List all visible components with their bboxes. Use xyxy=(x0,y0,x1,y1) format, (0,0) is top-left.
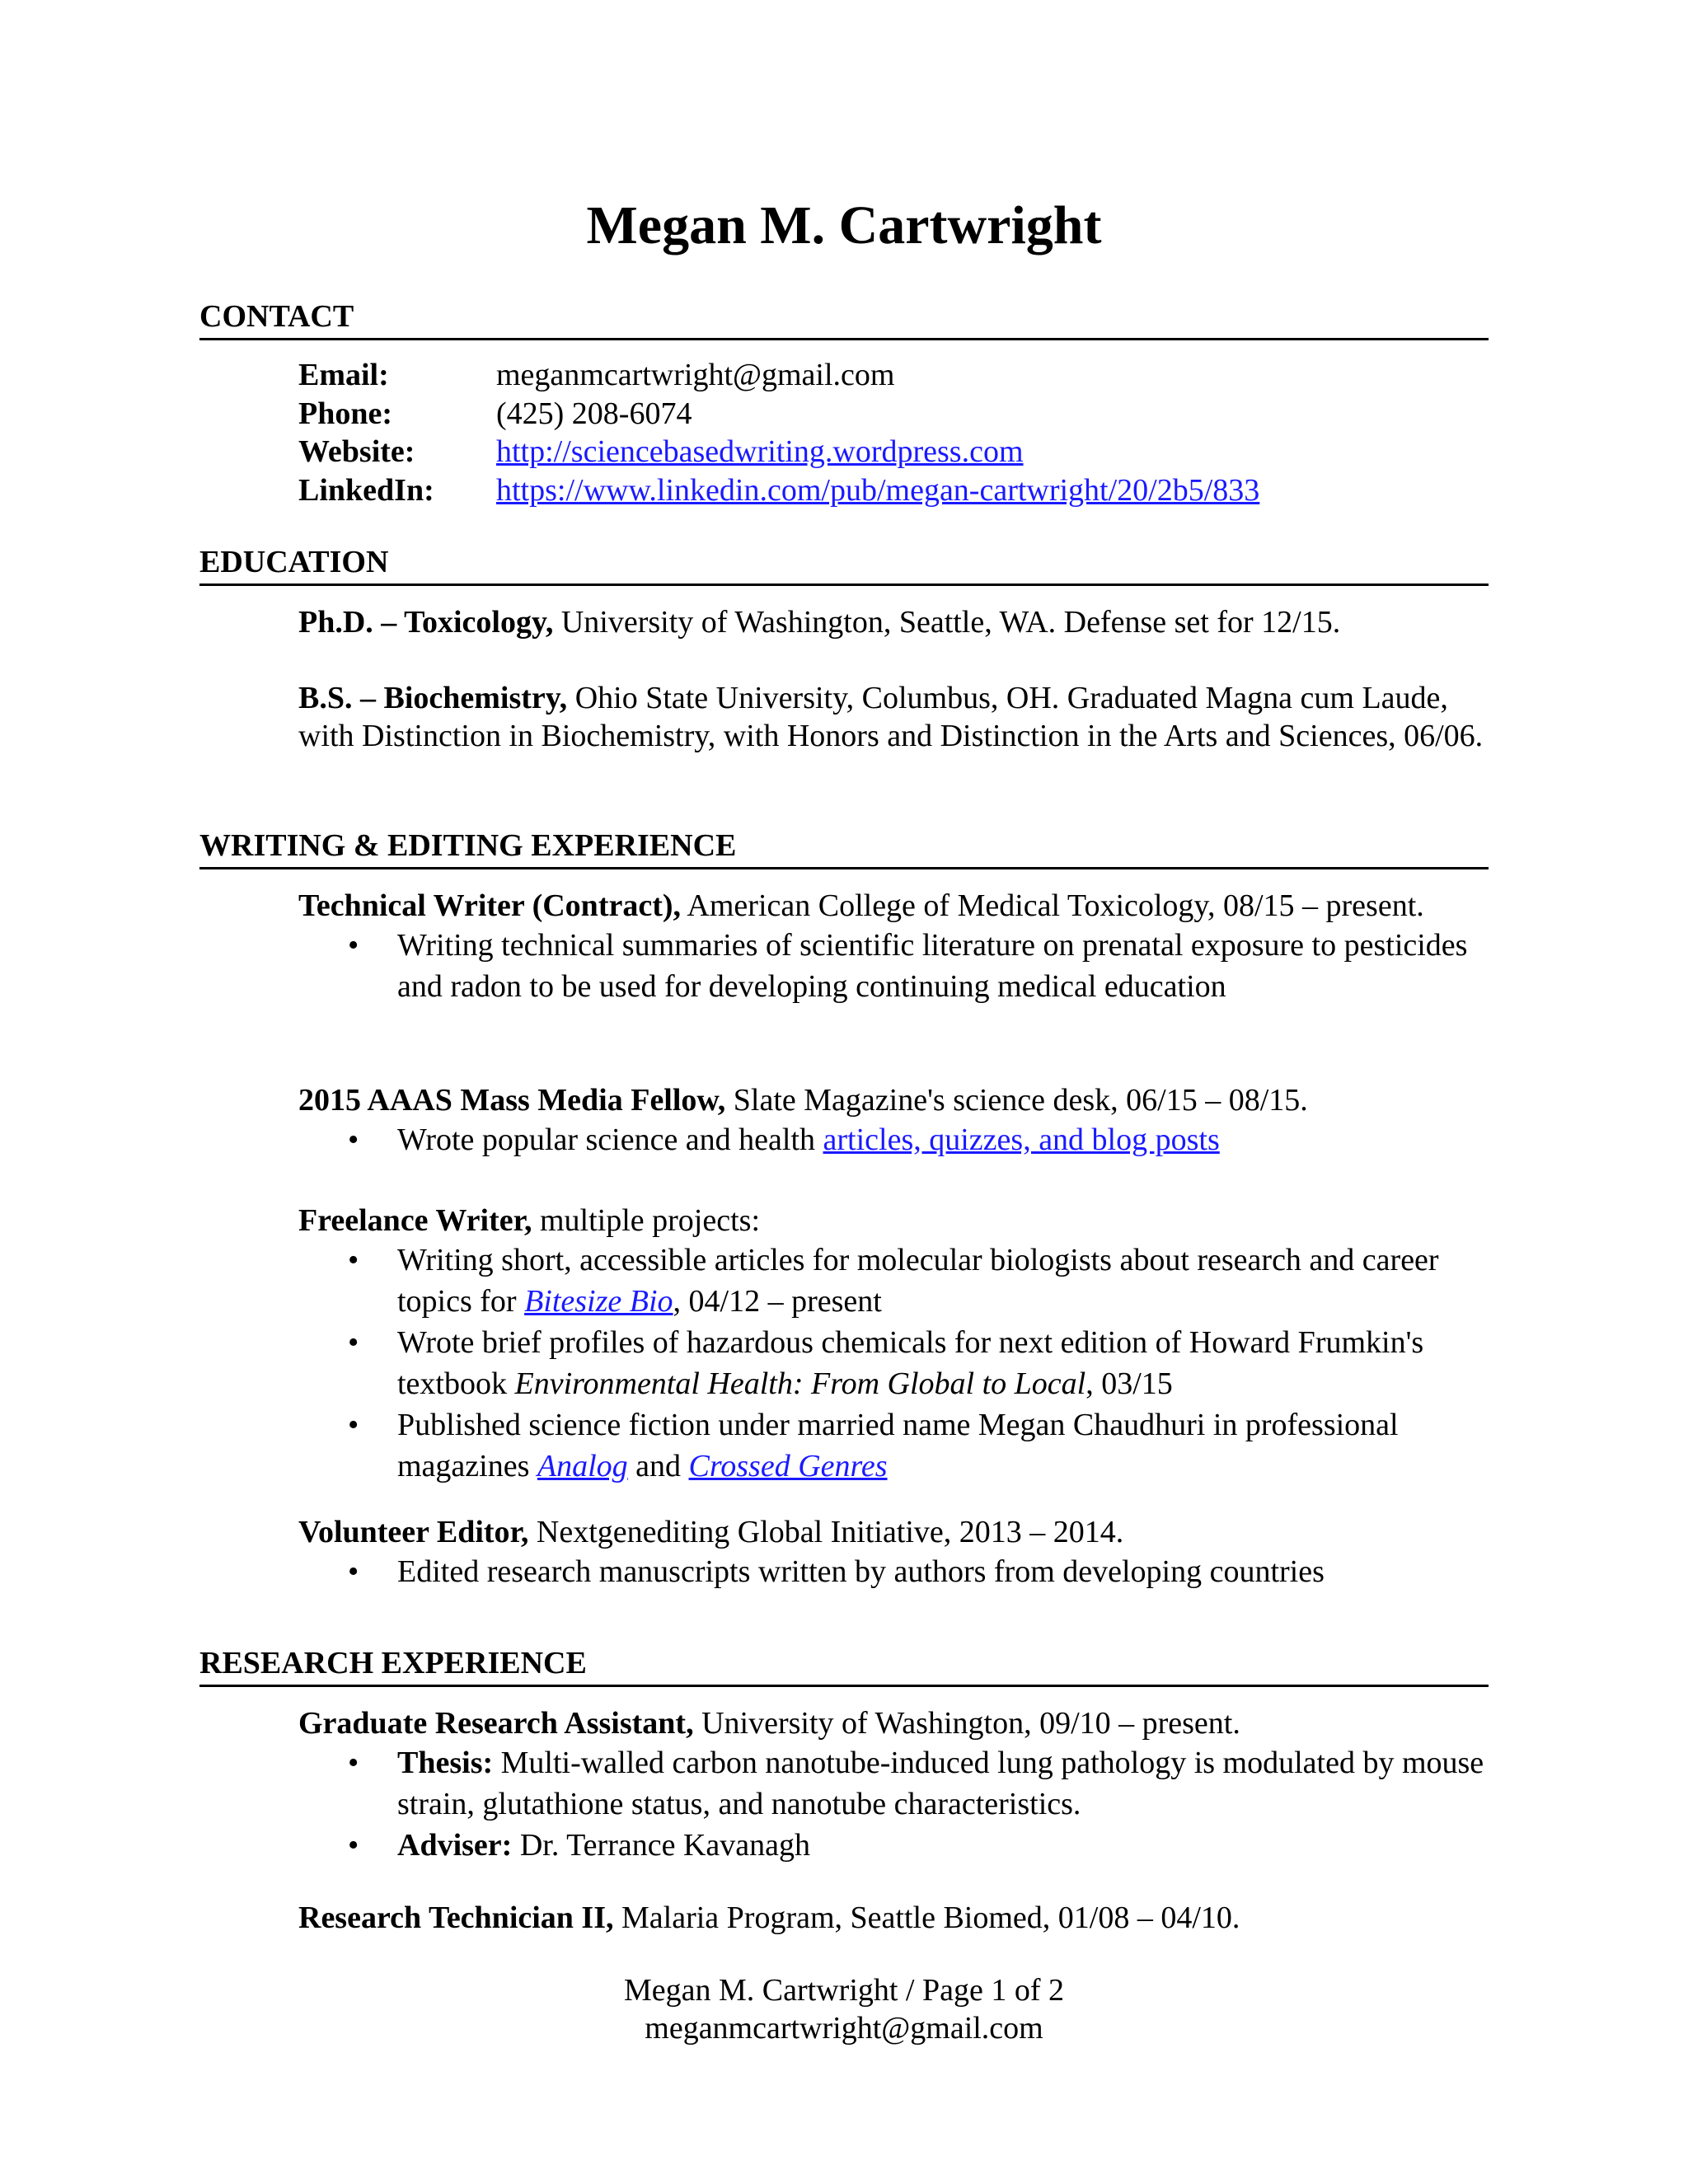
contact-row-phone xyxy=(298,395,1259,434)
list-item xyxy=(298,1322,1489,1404)
adviser-text: Dr. Terrance Kavanagh xyxy=(512,1828,810,1863)
entry-head xyxy=(298,887,1489,925)
entry-head xyxy=(298,1081,1489,1119)
entry-title: Technical Writer (Contract), xyxy=(298,888,682,923)
footer-page-number: Megan M. Cartwright / Page 1 of 2 xyxy=(623,1973,1065,2008)
entry-title: Volunteer Editor, xyxy=(298,1515,529,1549)
education-bs xyxy=(298,679,1489,755)
contact-row-email xyxy=(298,356,1259,395)
entry-head xyxy=(298,1899,1489,1937)
bs-detail: Ohio State University, Columbus, OH. Graduated Magna cum Laude, with Distinction in Biochemistry, with Honors and Distinction in the Arts and Sciences, 06/06. xyxy=(298,681,1484,753)
entry-detail: University of Washington, 09/10 – present. xyxy=(693,1706,1240,1741)
entry-title: 2015 AAAS Mass Media Fellow, xyxy=(298,1083,726,1118)
bullet-text: , 04/12 – present xyxy=(673,1284,882,1319)
thesis-text: Multi-walled carbon nanotube-induced lung pathology is modulated by mouse strain, glutathione status, and nanotube characteristics. xyxy=(397,1746,1484,1821)
entry-technical-writer xyxy=(298,887,1489,1007)
section-header-contact: CONTACT xyxy=(199,298,1489,340)
linkedin-link[interactable]: https://www.linkedin.com/pub/megan-cartwright/20/2b5/833 xyxy=(496,472,1260,508)
bs-degree: B.S. – Biochemistry, xyxy=(298,681,568,715)
entry-detail: American College of Medical Toxicology, 08/15 – present. xyxy=(681,888,1424,923)
entry-head xyxy=(298,1704,1489,1742)
bullet-text: Wrote popular science and health xyxy=(397,1122,823,1157)
entry-graduate-research-assistant xyxy=(298,1704,1489,1866)
list-item: • Edited research manuscripts written by authors from developing countries xyxy=(298,1551,1489,1592)
list-item xyxy=(298,1825,1489,1866)
list-item xyxy=(298,1240,1489,1322)
analog-link[interactable]: Analog xyxy=(537,1449,628,1483)
entry-detail: Malaria Program, Seattle Biomed, 01/08 – 04/10. xyxy=(613,1900,1240,1935)
bullet-list xyxy=(298,1119,1489,1160)
contact-phone: (425) 208-6074 xyxy=(496,396,692,431)
contact-email: meganmcartwright@gmail.com xyxy=(496,358,895,392)
entry-detail: multiple projects: xyxy=(532,1203,761,1238)
entry-volunteer-editor xyxy=(298,1513,1489,1592)
section-header-education: EDUCATION xyxy=(199,544,1489,586)
entry-title: Freelance Writer, xyxy=(298,1203,532,1238)
entry-title: Graduate Research Assistant, xyxy=(298,1706,694,1741)
phd-detail: University of Washington, Seattle, WA. Defense set for 12/15. xyxy=(553,605,1341,640)
entry-research-technician xyxy=(298,1899,1489,1937)
contact-label: Email: xyxy=(298,358,389,392)
bullet-text: , 03/15 xyxy=(1085,1366,1173,1401)
bullet-list xyxy=(298,925,1489,1007)
contact-row-website xyxy=(298,433,1259,471)
textbook-title: Environmental Health: From Global to Local xyxy=(514,1366,1086,1401)
contact-row-linkedin xyxy=(298,471,1259,510)
education-phd xyxy=(298,603,1489,641)
contact-label: Phone: xyxy=(298,396,392,431)
articles-link[interactable]: articles, quizzes, and blog posts xyxy=(823,1122,1220,1157)
entry-detail: Nextgenediting Global Initiative, 2013 – 2014. xyxy=(528,1515,1124,1549)
bullet-list xyxy=(298,1742,1489,1866)
entry-title: Research Technician II, xyxy=(298,1900,614,1935)
list-item: • Writing technical summaries of scientific literature on prenatal exposure to pesticides and radon to be used for developing continuing medical education xyxy=(298,925,1489,1007)
entry-detail: Slate Magazine's science desk, 06/15 – 08/15. xyxy=(725,1083,1308,1118)
thesis-label: Thesis: xyxy=(397,1746,494,1780)
website-link[interactable]: http://sciencebasedwriting.wordpress.com xyxy=(496,434,1024,469)
bullet-list xyxy=(298,1551,1489,1592)
section-header-writing: WRITING & EDITING EXPERIENCE xyxy=(199,827,1489,869)
entry-head xyxy=(298,1202,1489,1240)
bullet-text: Published science fiction under married name Megan Chaudhuri in professional magazines xyxy=(397,1408,1399,1483)
entry-freelance-writer xyxy=(298,1202,1489,1487)
bullet-text: and xyxy=(627,1449,689,1483)
crossed-genres-link[interactable]: Crossed Genres xyxy=(688,1449,888,1483)
list-item xyxy=(298,1404,1489,1487)
adviser-label: Adviser: xyxy=(397,1828,513,1863)
phd-degree: Ph.D. – Toxicology, xyxy=(298,605,554,640)
resume-name: Megan M. Cartwright xyxy=(586,195,1102,255)
bullet-list xyxy=(298,1240,1489,1487)
contact-label: LinkedIn: xyxy=(298,472,434,508)
page-footer xyxy=(0,1971,1688,2047)
list-item xyxy=(298,1742,1489,1825)
contact-label: Website: xyxy=(298,434,415,469)
list-item xyxy=(298,1119,1489,1160)
entry-head xyxy=(298,1513,1489,1551)
section-header-research: RESEARCH EXPERIENCE xyxy=(199,1645,1489,1687)
bullet-text: Writing short, accessible articles for molecular biologists about research and career topics for xyxy=(397,1243,1439,1319)
entry-aaas-fellow xyxy=(298,1081,1489,1160)
contact-table xyxy=(298,356,1259,509)
bullet-text: Wrote brief profiles of hazardous chemicals for next edition of Howard Frumkin's textbook xyxy=(397,1325,1424,1401)
footer-email: meganmcartwright@gmail.com xyxy=(645,2011,1043,2046)
bitesize-bio-link[interactable]: Bitesize Bio xyxy=(524,1284,673,1319)
